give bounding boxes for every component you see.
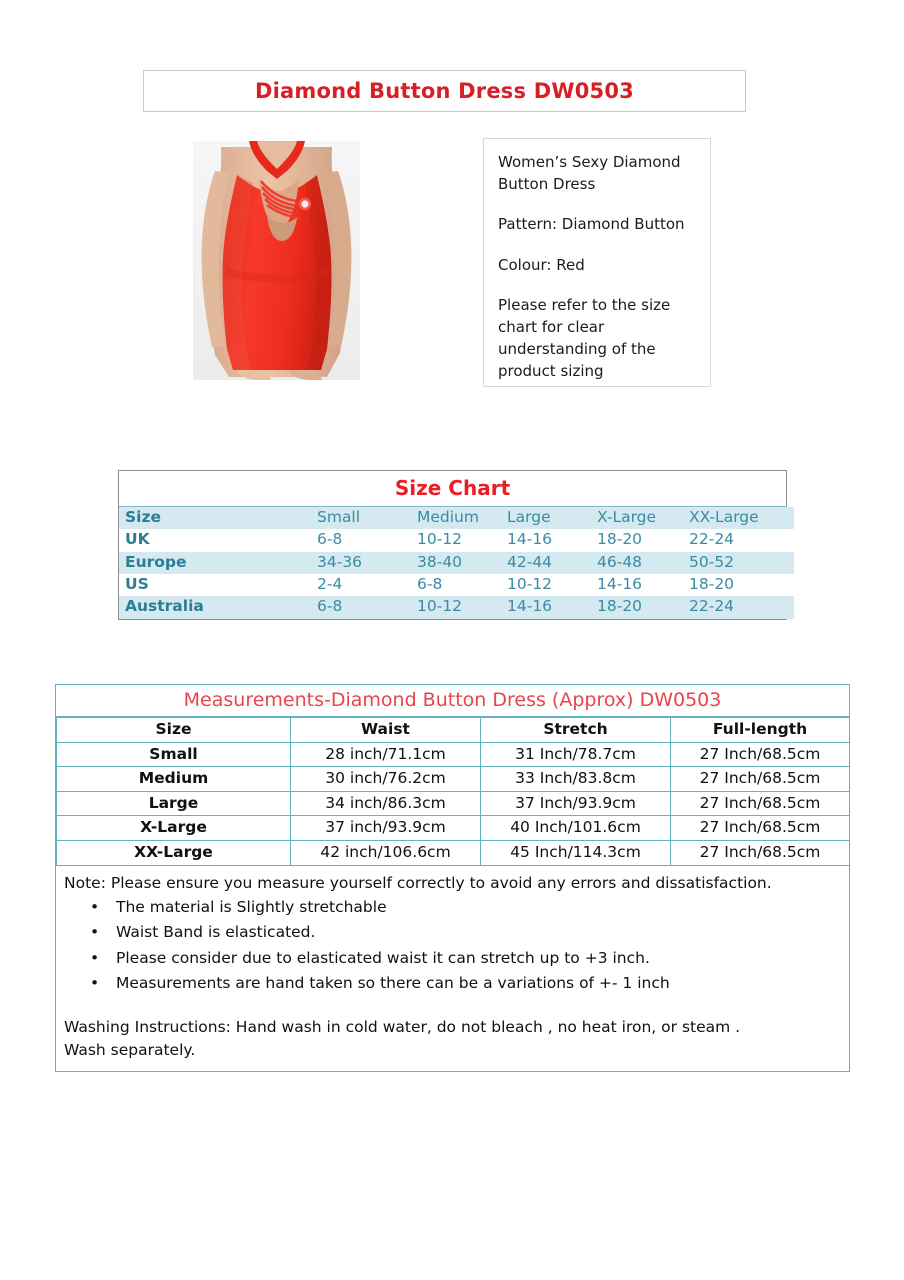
- size-chart-cell: X-Large: [597, 507, 689, 529]
- table-row: [57, 816, 850, 841]
- table-row: [119, 529, 794, 551]
- notes-list: [64, 896, 841, 995]
- measurements-cell-waist: 28 inch/71.1cm: [291, 742, 481, 767]
- measurements-cell-waist: 42 inch/106.6cm: [291, 840, 481, 865]
- size-chart-cell: 2-4: [317, 574, 417, 596]
- measurements-cell-size: Small: [57, 742, 291, 767]
- dress-photo-illustration: [193, 141, 360, 380]
- measurements-table: [56, 717, 850, 866]
- measurements-header-waist: Waist: [291, 718, 481, 743]
- size-chart-cell: 6-8: [317, 529, 417, 551]
- measurements-cell-stretch: 45 Inch/114.3cm: [481, 840, 671, 865]
- list-item: [64, 896, 841, 918]
- measurements-title-row: [56, 685, 849, 717]
- table-row: [119, 552, 794, 574]
- product-image: [193, 141, 360, 380]
- size-chart-cell: Small: [317, 507, 417, 529]
- size-chart-cell: 50-52: [689, 552, 794, 574]
- measurements-cell-stretch: 40 Inch/101.6cm: [481, 816, 671, 841]
- measurements-cell-stretch: 31 Inch/78.7cm: [481, 742, 671, 767]
- measurements-cell-full-length: 27 Inch/68.5cm: [671, 742, 850, 767]
- notes-item-text: Please consider due to elasticated waist it can stretch up to +3 inch.: [116, 948, 650, 967]
- page-title: Diamond Button Dress DW0503: [255, 79, 634, 103]
- notes-item-text: Waist Band is elasticated.: [116, 923, 316, 942]
- bullet-icon: •: [90, 923, 100, 942]
- measurements-title: Measurements-Diamond Button Dress (Approx) DW0503: [183, 689, 722, 711]
- bullet-icon: •: [90, 973, 100, 992]
- measurements-cell-full-length: 27 Inch/68.5cm: [671, 816, 850, 841]
- measurements-block: [55, 684, 850, 1072]
- table-row: [57, 767, 850, 792]
- measurements-cell-full-length: 27 Inch/68.5cm: [671, 840, 850, 865]
- table-header-row: [57, 718, 850, 743]
- size-chart-cell: 10-12: [417, 529, 507, 551]
- size-chart-row-label: US: [119, 574, 317, 596]
- size-chart-cell: XX-Large: [689, 507, 794, 529]
- table-row: [119, 596, 794, 618]
- measurements-cell-size: X-Large: [57, 816, 291, 841]
- size-chart-cell: 6-8: [317, 596, 417, 618]
- measurements-cell-size: Medium: [57, 767, 291, 792]
- washing-instructions-line-2: Wash separately.: [64, 1040, 196, 1059]
- notes-section: [56, 866, 849, 1072]
- size-chart-row-label: UK: [119, 529, 317, 551]
- product-description-box: [483, 138, 711, 387]
- measurements-cell-full-length: 27 Inch/68.5cm: [671, 767, 850, 792]
- size-chart-cell: 46-48: [597, 552, 689, 574]
- table-row: [57, 840, 850, 865]
- size-chart-row-label: Europe: [119, 552, 317, 574]
- table-row: [119, 507, 794, 529]
- size-chart-cell: 14-16: [507, 529, 597, 551]
- size-chart-cell: 22-24: [689, 596, 794, 618]
- size-chart-cell: 18-20: [597, 596, 689, 618]
- size-chart-cell: 14-16: [507, 596, 597, 618]
- size-chart-title-row: [119, 471, 786, 507]
- measurements-cell-waist: 30 inch/76.2cm: [291, 767, 481, 792]
- notes-item-text: The material is Slightly stretchable: [116, 897, 387, 916]
- size-chart-title: Size Chart: [394, 476, 511, 500]
- table-row: [119, 574, 794, 596]
- measurements-cell-waist: 37 inch/93.9cm: [291, 816, 481, 841]
- washing-instructions-line-1: Washing Instructions: Hand wash in cold water, do not bleach , no heat iron, or steam .: [64, 1018, 741, 1037]
- size-chart-cell: 34-36: [317, 552, 417, 574]
- size-chart-cell: 6-8: [417, 574, 507, 596]
- size-chart-cell: 14-16: [597, 574, 689, 596]
- page-title-box: [143, 70, 746, 112]
- description-paragraph-3: Colour: Red: [498, 255, 585, 274]
- size-chart-row-label: Size: [119, 507, 317, 529]
- measurements-cell-stretch: 33 Inch/83.8cm: [481, 767, 671, 792]
- description-paragraph-4: Please refer to the size chart for clear understanding of the product sizing: [498, 295, 671, 381]
- size-chart-cell: 18-20: [689, 574, 794, 596]
- measurements-cell-size: Large: [57, 791, 291, 816]
- table-row: [57, 791, 850, 816]
- measurements-cell-stretch: 37 Inch/93.9cm: [481, 791, 671, 816]
- size-chart-row-label: Australia: [119, 596, 317, 618]
- washing-instructions: [64, 1016, 841, 1061]
- size-chart-cell: 18-20: [597, 529, 689, 551]
- size-chart-table: [119, 507, 794, 619]
- measurements-header-size: Size: [57, 718, 291, 743]
- measurements-header-full-length: Full-length: [671, 718, 850, 743]
- size-chart-cell: Large: [507, 507, 597, 529]
- measurements-cell-size: XX-Large: [57, 840, 291, 865]
- size-chart-cell: Medium: [417, 507, 507, 529]
- bullet-icon: •: [90, 948, 100, 967]
- list-item: [64, 972, 841, 994]
- notes-intro: Note: Please ensure you measure yourself correctly to avoid any errors and dissatisfaction.: [64, 873, 772, 892]
- measurements-cell-waist: 34 inch/86.3cm: [291, 791, 481, 816]
- size-chart-cell: 38-40: [417, 552, 507, 574]
- size-chart-cell: 22-24: [689, 529, 794, 551]
- measurements-cell-full-length: 27 Inch/68.5cm: [671, 791, 850, 816]
- description-paragraph-1: Women’s Sexy Diamond Button Dress: [498, 153, 681, 194]
- size-chart-cell: 10-12: [417, 596, 507, 618]
- bullet-icon: •: [90, 897, 100, 916]
- description-paragraph-2: Pattern: Diamond Button: [498, 215, 685, 234]
- table-row: [57, 742, 850, 767]
- size-chart: [118, 470, 787, 620]
- size-chart-cell: 10-12: [507, 574, 597, 596]
- notes-item-text: Measurements are hand taken so there can be a variations of +- 1 inch: [116, 973, 670, 992]
- list-item: [64, 947, 841, 969]
- measurements-header-stretch: Stretch: [481, 718, 671, 743]
- list-item: [64, 921, 841, 943]
- size-chart-cell: 42-44: [507, 552, 597, 574]
